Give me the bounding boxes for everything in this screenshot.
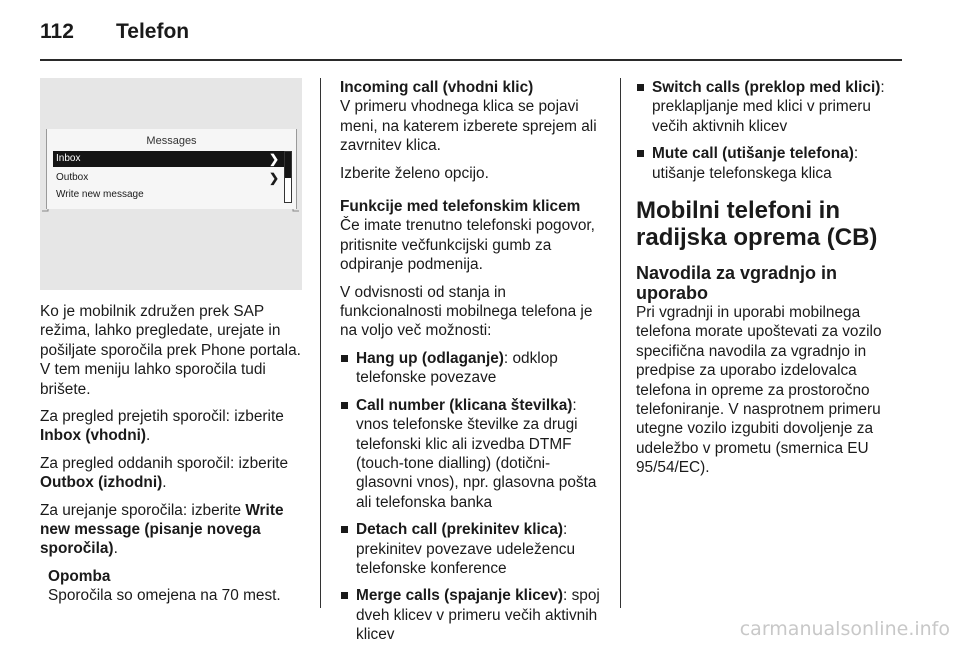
menu-item-label: Outbox: [56, 172, 89, 183]
scrollbar[interactable]: [284, 151, 292, 203]
note-block: [40, 567, 306, 606]
incoming-call-heading: Incoming call (vhodni klic): [340, 79, 534, 96]
middle-column: [340, 78, 606, 653]
chevron-right-icon: ❯: [268, 152, 279, 166]
outbox-instruction: Za pregled oddanih sporočil: izberite Outbox (izhodni).: [40, 454, 289, 492]
scrollbar-thumb[interactable]: [285, 152, 291, 178]
page-number: 112: [40, 20, 74, 43]
chapter-title: Telefon: [116, 20, 190, 43]
option-mute-call: Mute call (utišanje telefona): utišanje telefonskega klica: [636, 144, 906, 183]
column-divider-left: [320, 78, 321, 608]
option-switch-calls: Switch calls (preklop med klici): preklapljanje med klici v primeru večih aktivnih klicev: [636, 78, 906, 136]
menu-item-inbox[interactable]: [53, 151, 285, 167]
screen-title: Messages: [146, 135, 197, 147]
choose-option-text: Izberite želeno opcijo.: [340, 164, 489, 182]
incoming-call-text: V primeru vhodnega klica se pojavi meni, na katerem izberete sprejem ali zavrnitev klica.: [340, 98, 597, 155]
right-column: [636, 78, 906, 486]
installation-text: Pri vgradnji in uporabi mobilnega telefona morate upoštevati za vozilo specifična navodila za vgradnjo in predpise za uporabo izdelovalca telefona in opreme za prostoročno telefoniranje. V nasprotnem primeru utegne vozilo izgubiti dovoljenje za udeležbo v prometu (smernica EU 95/54/EC).: [636, 304, 882, 477]
header-rule: [40, 59, 902, 61]
watermark: carmanualsonline.info: [739, 618, 950, 640]
write-term: Write new message (pisanje novega sporočila): [40, 501, 284, 558]
subsection-title: Navodila za vgradnjo in uporabo: [636, 263, 838, 304]
call-functions-heading: Funkcije med telefonskim klicem: [340, 198, 581, 216]
intro-paragraph: Ko je mobilnik združen prek SAP režima, lahko pregledate, urejate in pošiljate sporočila prek Phone portala. V tem meniju lahko sporočila tudi brišete.: [40, 303, 301, 398]
messages-screen-illustration: [40, 78, 302, 290]
display-bezel: [42, 129, 299, 293]
note-title: Opomba: [48, 567, 111, 585]
menu-item-label: Write new message: [56, 189, 144, 200]
section-title: Mobilni telefoni in radijska oprema (CB): [636, 197, 878, 252]
menu-item-label: Inbox: [56, 153, 81, 164]
chevron-right-icon: ❯: [268, 171, 279, 185]
page-header: [40, 20, 920, 50]
menu-item-write-new-message[interactable]: [53, 187, 285, 203]
option-detach-call: Detach call (prekinitev klica): prekinitev povezave udeležencu telefonske konference: [340, 520, 606, 578]
option-hang-up: Hang up (odlaganje): odklop telefonske povezave: [340, 349, 606, 388]
outbox-term: Outbox (izhodni): [40, 474, 163, 492]
write-instruction: Za urejanje sporočila: izberite Write new message (pisanje novega sporočila).: [40, 501, 284, 558]
option-call-number: Call number (klicana številka): vnos telefonske številke za drugi telefonski klic ali izvedba DTMF (touch-tone dialling) (dotični-glasovni vnos), npr. glasovna pošta ali telefonska banka: [340, 396, 606, 512]
call-functions-text: Če imate trenutno telefonski pogovor, pritisnite večfunkcijski gumb za odpiranje podmenija.: [340, 217, 595, 274]
column-divider-right: [620, 78, 621, 608]
option-merge-calls: Merge calls (spajanje klicev): spoj dveh klicev v primeru večih aktivnih klicev: [340, 586, 606, 644]
note-text: Sporočila so omejena na 70 mest.: [48, 587, 281, 605]
lcd-display: [46, 129, 297, 209]
inbox-instruction: Za pregled prejetih sporočil: izberite Inbox (vhodni).: [40, 408, 284, 445]
options-intro-text: V odvisnosti od stanja in funkcionalnosti mobilnega telefona je na voljo več možnosti:: [340, 283, 593, 340]
inbox-term: Inbox (vhodni): [40, 427, 147, 445]
menu-item-outbox[interactable]: [53, 170, 285, 186]
left-column: [40, 302, 306, 606]
